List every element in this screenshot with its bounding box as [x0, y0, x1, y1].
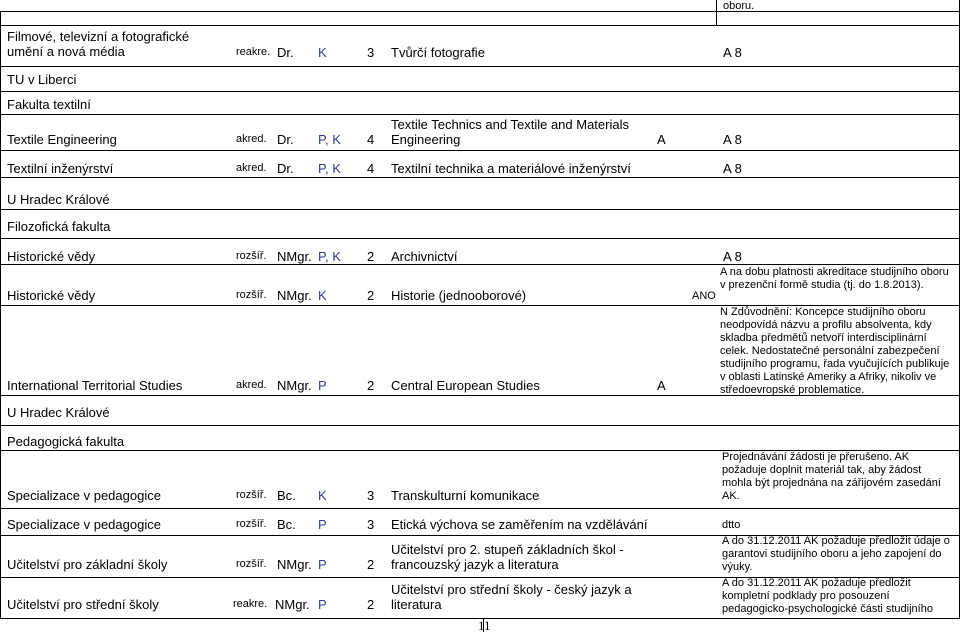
status-cell: rozšíř.: [236, 518, 267, 530]
program-name: Textilní technika a materiálové inženýrství: [391, 161, 631, 176]
status-cell: reakre.: [233, 598, 268, 610]
status-cell: akred.: [236, 379, 267, 391]
decision-cell: A do 31.12.2011 AK požaduje předložit kompletní podklady pro posouzení pedagogicko-psychologické části studijního: [722, 577, 933, 615]
years-cell: 3: [367, 45, 375, 60]
years-cell: 2: [367, 597, 375, 612]
status-cell: rozšíř.: [236, 489, 267, 501]
program-name: Transkulturní komunikace: [391, 488, 540, 503]
language-cell: ANO: [692, 290, 716, 302]
program-name: Učitelství pro 2. stupeň základních škol - francouzský jazyk a literatura: [391, 542, 624, 572]
rule: [0, 508, 959, 509]
degree-cell: Dr.: [277, 132, 294, 147]
rule: [0, 264, 959, 265]
decision-cell: A do 31.12.2011 AK požaduje předložit údaje o garantovi studijního oboru a jeho zapojení do výuky.: [722, 535, 950, 573]
status-cell: akred.: [236, 133, 267, 145]
degree-cell: Dr.: [277, 45, 294, 60]
decision-cell: A 8: [723, 161, 742, 176]
status-cell: rozšíř.: [236, 558, 267, 570]
status-cell: reakre.: [236, 46, 271, 58]
decision-cell: dtto: [722, 519, 741, 531]
degree-cell: NMgr.: [277, 288, 312, 303]
status-cell: akred.: [236, 162, 267, 174]
status-cell: rozšíř.: [236, 250, 267, 262]
years-cell: 3: [367, 488, 375, 503]
rule: [0, 91, 959, 92]
form-cell: P: [318, 517, 327, 532]
form-cell: P: [318, 378, 327, 393]
decision-cell: A 8: [723, 249, 742, 264]
section-university: TU v Liberci: [7, 72, 77, 87]
language-cell: A: [657, 378, 666, 393]
degree-cell: Dr.: [277, 161, 294, 176]
rule: [0, 238, 959, 239]
rule: [0, 425, 959, 426]
status-cell: rozšíř.: [236, 289, 267, 301]
header-note: oboru.: [723, 0, 755, 12]
years-cell: 4: [367, 132, 375, 147]
program-name: Etická výchova se zaměřením na vzdělávání: [391, 517, 648, 532]
rule: [0, 209, 959, 210]
decision-cell: N Zdůvodnění: Koncepce studijního oboru neodpovídá názvu a profilu absolventa, kdy skladba předmětů netvoří interdisciplinární celek. Nedostatečné personální zabezpečení studijního programu, řada vyučujících publikuje v oblasti Latinské Ameriky a Afriky, nikoliv ve středoevropské problematice.: [720, 306, 950, 396]
rule: [0, 66, 959, 67]
form-cell: K: [318, 488, 327, 503]
degree-cell: NMgr.: [277, 557, 312, 572]
section-university: U Hradec Králové: [7, 192, 110, 207]
degree-cell: Bc.: [277, 517, 296, 532]
field-name: Textilní inženýrství: [7, 161, 114, 176]
program-name: Učitelství pro střední školy - český jazyk a literatura: [391, 582, 632, 612]
field-name: International Territorial Studies: [7, 378, 183, 393]
program-name: Tvůrčí fotografie: [391, 45, 485, 60]
program-name: Archivnictví: [391, 249, 458, 264]
rule: [0, 11, 1, 619]
degree-cell: NMgr.: [277, 249, 312, 264]
form-cell: K: [318, 288, 327, 303]
rule: [0, 25, 959, 26]
years-cell: 4: [367, 161, 375, 176]
field-name: Učitelství pro střední školy: [7, 597, 159, 612]
form-cell: P, K: [318, 132, 341, 147]
degree-cell: NMgr.: [275, 597, 310, 612]
decision-cell: Projednávání žádosti je přerušeno. AK požaduje doplnit materiál tak, aby žádost mohla být projednána na zářijovém zasedání AK.: [722, 451, 941, 502]
section-faculty: Pedagogická fakulta: [7, 434, 125, 449]
years-cell: 3: [367, 517, 375, 532]
program-name: Textile Technics and Textile and Materials Engineering: [391, 117, 629, 147]
field-name: Textile Engineering: [7, 132, 117, 147]
rule: [0, 11, 959, 12]
years-cell: 2: [367, 378, 375, 393]
degree-cell: Bc.: [277, 488, 296, 503]
field-name: Učitelství pro základní školy: [7, 557, 168, 572]
years-cell: 2: [367, 557, 375, 572]
field-name: Historické vědy: [7, 288, 96, 303]
field-name: Historické vědy: [7, 249, 96, 264]
form-cell: P: [318, 557, 327, 572]
rule: [716, 0, 717, 26]
program-name: Central European Studies: [391, 378, 540, 393]
form-cell: P, K: [318, 249, 341, 264]
rule: [0, 114, 959, 115]
page-number: 11: [478, 618, 491, 633]
section-faculty: Fakulta textilní: [7, 97, 91, 112]
field-name: Specializace v pedagogice: [7, 517, 161, 532]
rule: [0, 177, 959, 178]
years-cell: 2: [367, 249, 375, 264]
rule: [0, 150, 959, 151]
decision-cell: A na dobu platnosti akreditace studijního oboru v prezenční formě studia (tj. do 1.8.2013).: [720, 266, 949, 291]
decision-cell: A 8: [723, 45, 742, 60]
language-cell: A: [657, 132, 666, 147]
form-cell: K: [318, 45, 327, 60]
degree-cell: NMgr.: [277, 378, 312, 393]
form-cell: P, K: [318, 161, 341, 176]
form-cell: P: [318, 597, 327, 612]
program-name: Historie (jednooborové): [391, 288, 527, 303]
section-university: U Hradec Králové: [7, 405, 110, 420]
decision-cell: A 8: [723, 132, 742, 147]
field-name: Filmové, televizní a fotografické umění a nová média: [7, 29, 190, 59]
field-name: Specializace v pedagogice: [7, 488, 161, 503]
years-cell: 2: [367, 288, 375, 303]
section-faculty: Filozofická fakulta: [7, 219, 111, 234]
